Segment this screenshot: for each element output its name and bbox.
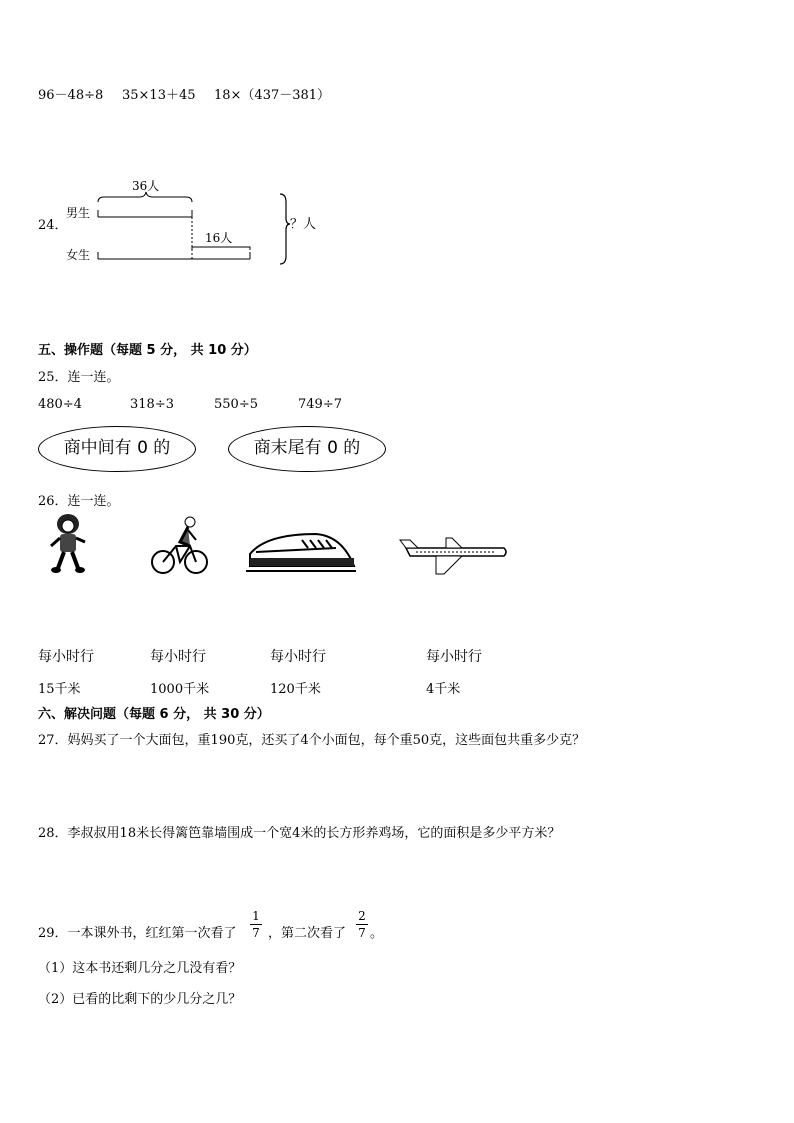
expression-3: 18×（437－381）: [214, 88, 331, 103]
speed-label: 每小时行: [426, 649, 482, 665]
oval-label: 商末尾有 0 的: [253, 438, 361, 458]
q24-number: 24．: [38, 218, 68, 233]
speed-label: 每小时行: [150, 649, 206, 665]
q25-item[interactable]: 550÷5: [214, 397, 258, 412]
speed-value[interactable]: 1000千米: [150, 682, 210, 697]
walking-child-icon[interactable]: [46, 512, 90, 574]
fraction-two-sevenths: [356, 909, 368, 940]
fraction-one-seventh: [250, 909, 262, 940]
high-speed-train-icon[interactable]: [246, 528, 358, 574]
q25-title: 25．连一连。: [38, 370, 120, 385]
line-segment-diagram: [0, 0, 794, 300]
q25-item[interactable]: 480÷4: [38, 397, 82, 412]
section6-title: 六、解决问题（每题 6 分， 共 30 分）: [38, 707, 270, 722]
q29-text: [38, 922, 237, 941]
q25-item[interactable]: 749÷7: [298, 397, 342, 412]
fraction-denominator: 7: [252, 926, 260, 940]
section5-title: 五、操作题（每题 5 分， 共 10 分）: [38, 343, 257, 358]
airplane-icon[interactable]: [396, 534, 508, 578]
q29-end: 。: [370, 926, 384, 941]
fraction-numerator: 1: [252, 909, 260, 923]
oval-end-zero[interactable]: [228, 426, 386, 472]
extra-label: 16人: [205, 231, 233, 245]
speed-label: 每小时行: [38, 649, 94, 665]
boys-bar: [98, 210, 192, 217]
q29-sub1: （1）这本书还剩几分之几没有看？: [38, 961, 242, 976]
expression-1: 96－48÷8: [38, 88, 104, 103]
speed-value[interactable]: 120千米: [270, 682, 321, 697]
fraction-numerator: 2: [358, 909, 366, 923]
q29-sub2: （2）已看的比剩下的少几分之几？: [38, 992, 242, 1007]
top-brace: [98, 192, 192, 202]
speed-label: 每小时行: [270, 649, 326, 665]
q28-text: 28．李叔叔用18米长得篱笆靠墙围成一个宽4米的长方形养鸡场，它的面积是多少平方米？: [38, 826, 561, 841]
girls-bar: [98, 252, 250, 259]
q29-prefix: 29．一本课外书，红红第一次看了: [38, 926, 237, 941]
speed-value[interactable]: 15千米: [38, 682, 81, 697]
q25-item[interactable]: 318÷3: [130, 397, 174, 412]
q29-mid: ，第二次看了: [268, 926, 347, 941]
boys-label: 男生: [66, 206, 91, 220]
q26-title: 26．连一连。: [38, 494, 120, 509]
expression-2: 35×13＋45: [122, 88, 196, 103]
extra-brace: [192, 247, 250, 250]
right-brace: [280, 194, 290, 264]
girls-label: 女生: [66, 248, 91, 262]
q27-text: 27．妈妈买了一个大面包，重190克，还买了4个小面包，每个重50克，这些面包共重多少克？: [38, 733, 586, 748]
oval-label: 商中间有 0 的: [63, 438, 171, 458]
total-label: ？人: [290, 217, 317, 232]
fraction-denominator: 7: [358, 926, 366, 940]
oval-middle-zero[interactable]: [38, 426, 196, 472]
top-label: 36人: [132, 179, 160, 193]
cyclist-icon[interactable]: [150, 516, 210, 578]
speed-value[interactable]: 4千米: [426, 682, 461, 697]
